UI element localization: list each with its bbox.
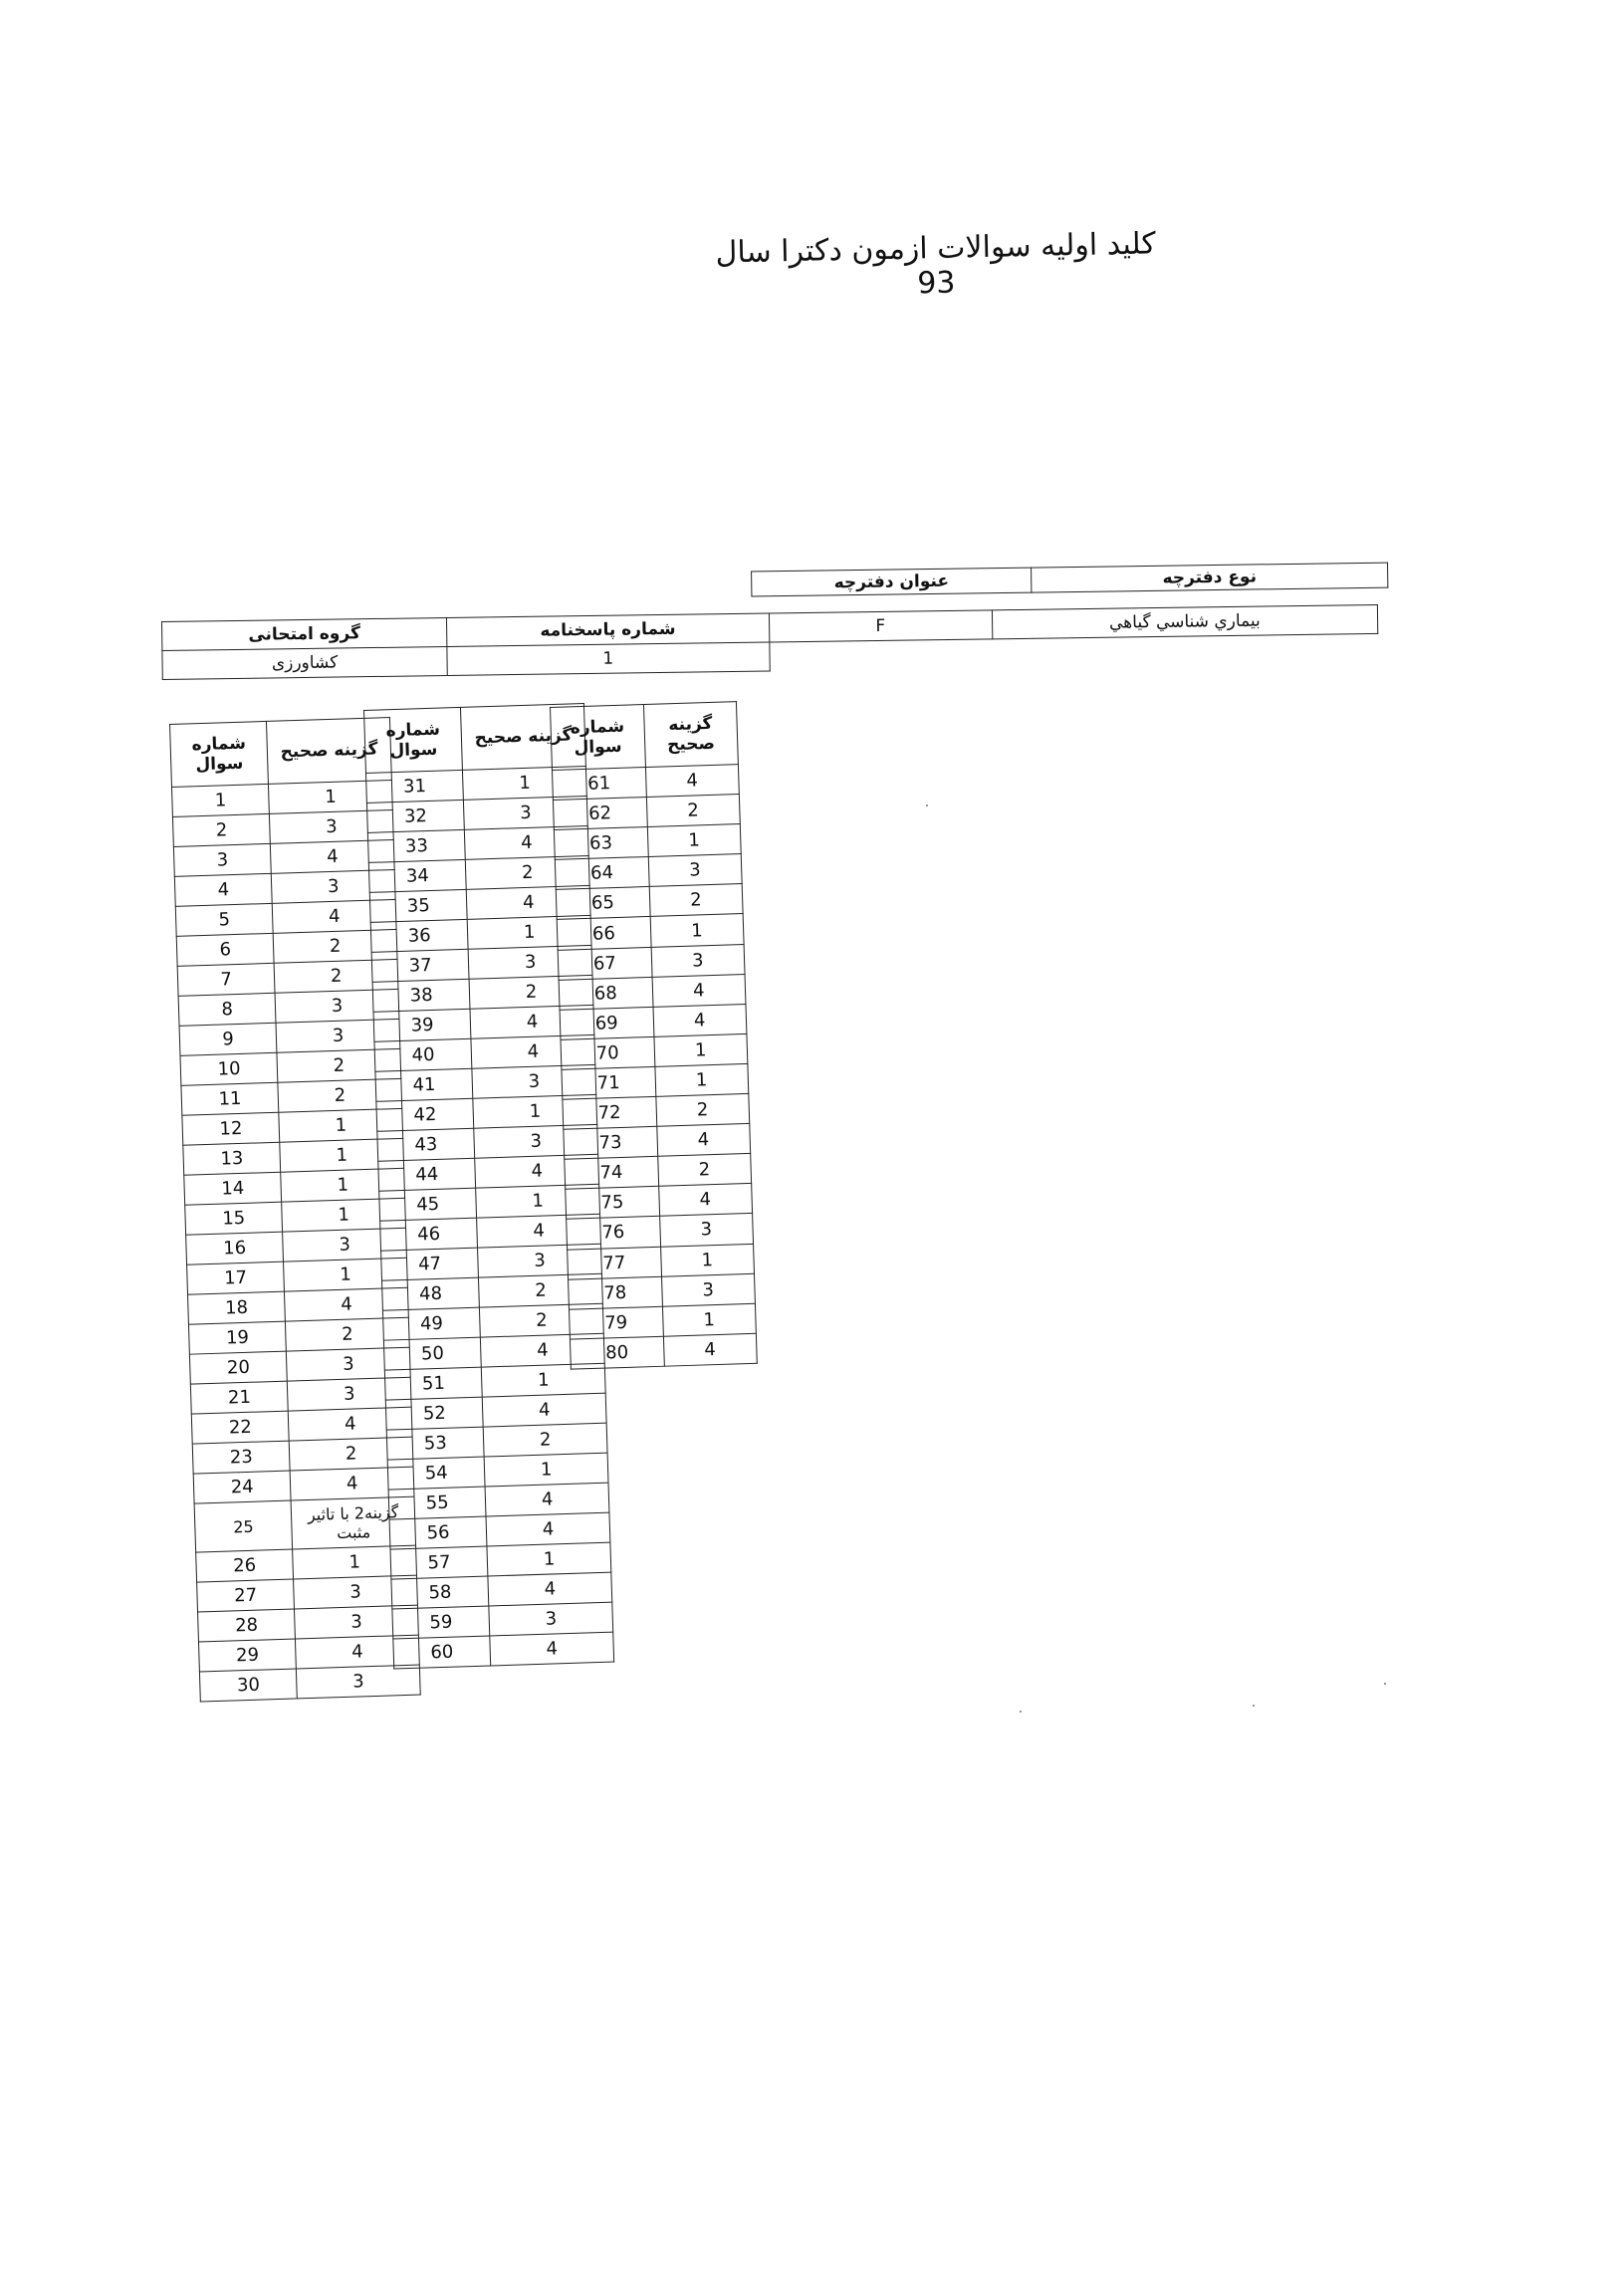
question-number: 21 — [190, 1381, 288, 1414]
question-number: 68 — [559, 977, 652, 1010]
question-number: 52 — [385, 1397, 483, 1430]
question-number: 6 — [176, 933, 274, 966]
question-number: 45 — [379, 1188, 477, 1221]
exam-info-table — [161, 604, 1379, 680]
question-number: 34 — [368, 859, 466, 892]
exam-group-value: کشاورزی — [162, 646, 447, 679]
question-number: 25 — [194, 1500, 293, 1552]
question-number-header: شماره سوال — [170, 721, 269, 787]
question-number: 9 — [179, 1023, 277, 1055]
scan-speck — [1253, 1705, 1255, 1707]
answer-row — [199, 1665, 420, 1702]
question-number: 77 — [568, 1247, 661, 1279]
correct-option: 3 — [661, 1273, 755, 1306]
correct-option: 3 — [489, 1602, 613, 1636]
answer-row — [570, 1333, 757, 1369]
correct-option: 4 — [645, 765, 739, 798]
correct-option: 4 — [653, 1004, 747, 1036]
correct-option: 4 — [288, 1407, 412, 1441]
correct-option: 1 — [269, 781, 393, 814]
question-number: 38 — [372, 979, 470, 1012]
correct-option: 3 — [276, 1019, 400, 1052]
correct-option: 1 — [484, 1453, 608, 1487]
question-number: 58 — [391, 1576, 489, 1609]
correct-option: 4 — [477, 1214, 601, 1248]
correct-option: 1 — [653, 1033, 747, 1066]
answer-row — [194, 1496, 415, 1552]
correct-option: 3 — [297, 1665, 421, 1699]
question-number: 11 — [181, 1082, 279, 1115]
correct-option: 1 — [463, 767, 587, 801]
question-number: 19 — [188, 1321, 286, 1354]
booklet-type-label: نوع دفترچه — [1032, 563, 1388, 592]
correct-option: 3 — [283, 1228, 407, 1262]
correct-option: 3 — [478, 1244, 602, 1277]
question-number: 78 — [569, 1276, 662, 1309]
question-number: 28 — [198, 1609, 296, 1642]
question-number: 56 — [389, 1516, 487, 1549]
correct-option: 2 — [469, 975, 593, 1009]
correct-option: 2 — [646, 795, 740, 827]
correct-option: 4 — [656, 1124, 750, 1157]
answer-key-table-3 — [550, 701, 758, 1369]
question-number: 23 — [192, 1441, 290, 1474]
question-number: 64 — [555, 857, 648, 890]
correct-option: 1 — [284, 1258, 408, 1291]
correct-option: 2 — [480, 1303, 604, 1337]
correct-option: 3 — [468, 945, 592, 979]
correct-option: 4 — [296, 1635, 420, 1669]
correct-option-header: گزینه صحیح — [461, 704, 586, 771]
correct-option: 4 — [488, 1572, 612, 1606]
question-number: 37 — [371, 949, 469, 982]
correct-option: 4 — [486, 1512, 610, 1546]
scan-speck — [1020, 1711, 1022, 1713]
question-number: 24 — [193, 1471, 291, 1503]
correct-option: 2 — [649, 884, 743, 917]
correct-option: 1 — [476, 1184, 600, 1218]
correct-option: 3 — [295, 1605, 419, 1639]
correct-option: 1 — [650, 914, 744, 947]
question-number: 59 — [392, 1606, 490, 1639]
question-number: 74 — [565, 1157, 658, 1190]
question-number: 51 — [384, 1367, 482, 1400]
correct-option: 2 — [274, 959, 398, 993]
question-number: 2 — [172, 813, 270, 846]
question-number: 66 — [557, 917, 650, 950]
answer-sheet-value: 1 — [447, 642, 770, 676]
question-number: 47 — [381, 1248, 479, 1280]
question-number: 44 — [378, 1158, 476, 1191]
correct-option: 1 — [660, 1244, 754, 1276]
answer-sheet-label: شماره پاسخنامه — [446, 613, 769, 647]
question-number: 17 — [187, 1262, 285, 1294]
correct-option: 4 — [285, 1287, 409, 1321]
correct-option: 2 — [273, 929, 397, 963]
exam-group-label: گروه امتحانی — [162, 618, 447, 651]
question-number: 12 — [182, 1112, 280, 1145]
correct-option: 1 — [647, 824, 741, 857]
question-number: 43 — [377, 1128, 475, 1161]
correct-option: 4 — [481, 1333, 605, 1367]
correct-option: 3 — [287, 1347, 411, 1381]
correct-option: 1 — [487, 1542, 611, 1576]
booklet-info-table — [751, 563, 1388, 597]
question-number: 30 — [199, 1669, 297, 1702]
question-number: 60 — [393, 1636, 491, 1669]
correct-option: 4 — [466, 885, 590, 919]
question-number: 18 — [188, 1291, 286, 1324]
question-number: 13 — [183, 1142, 281, 1175]
question-number: 27 — [197, 1579, 295, 1612]
correct-option: 2 — [479, 1273, 603, 1307]
correct-option: 2 — [657, 1154, 751, 1187]
correct-option: 2 — [289, 1437, 413, 1471]
correct-option: 1 — [279, 1108, 403, 1142]
question-number: 35 — [369, 889, 467, 922]
correct-option: 3 — [288, 1377, 412, 1411]
question-number: 57 — [390, 1546, 488, 1579]
correct-option: 1 — [482, 1363, 606, 1397]
correct-option: 4 — [485, 1483, 609, 1516]
correct-option: 3 — [294, 1575, 418, 1609]
question-number: 29 — [198, 1639, 296, 1672]
correct-option: 3 — [464, 796, 588, 829]
question-number-header: شماره سوال — [551, 705, 645, 771]
correct-option: 1 — [293, 1545, 417, 1579]
correct-option-header: گزینه صحیح — [643, 702, 738, 768]
question-number: 26 — [196, 1549, 294, 1582]
correct-option: 4 — [471, 1034, 595, 1068]
correct-option: 3 — [659, 1214, 753, 1247]
question-number: 76 — [567, 1217, 660, 1250]
question-number: 14 — [184, 1172, 282, 1205]
correct-option: 3 — [474, 1124, 598, 1158]
question-number: 67 — [558, 947, 651, 980]
question-number: 48 — [382, 1277, 480, 1310]
question-number: 39 — [373, 1009, 471, 1041]
question-number: 80 — [570, 1336, 663, 1369]
correct-option: 4 — [465, 825, 589, 859]
correct-option: 1 — [654, 1063, 748, 1096]
question-number: 46 — [380, 1218, 478, 1251]
question-number: 7 — [177, 963, 275, 996]
booklet-title-label: عنوان دفترچه — [752, 568, 1032, 596]
question-number: 42 — [376, 1098, 474, 1131]
question-number: 36 — [370, 919, 468, 952]
question-number: 65 — [556, 887, 649, 920]
correct-option: 4 — [271, 839, 395, 873]
question-number: 4 — [174, 873, 272, 906]
correct-option: 4 — [272, 899, 396, 933]
question-number: 5 — [175, 903, 273, 936]
correct-option: 1 — [281, 1168, 405, 1202]
question-number: 41 — [375, 1068, 473, 1101]
question-number: 33 — [367, 829, 465, 862]
question-number: 20 — [189, 1351, 287, 1384]
correct-option: 3 — [272, 869, 396, 903]
correct-option: 4 — [652, 974, 746, 1007]
correct-option: 3 — [651, 944, 745, 977]
question-number: 75 — [566, 1187, 659, 1220]
correct-option: 4 — [663, 1333, 757, 1366]
correct-option: 4 — [482, 1393, 606, 1427]
question-number: 72 — [563, 1096, 656, 1129]
correct-option: 3 — [648, 854, 742, 887]
correct-option: 1 — [473, 1094, 597, 1128]
question-number: 50 — [383, 1337, 481, 1370]
correct-option: 2 — [277, 1048, 401, 1082]
question-number: 32 — [366, 800, 464, 832]
correct-option: 1 — [282, 1198, 406, 1232]
correct-option: 1 — [280, 1138, 404, 1172]
question-number: 53 — [386, 1427, 484, 1460]
correct-option: 4 — [658, 1184, 752, 1217]
question-number: 69 — [560, 1007, 653, 1039]
question-number: 71 — [562, 1066, 655, 1099]
correct-option: 4 — [490, 1632, 614, 1666]
question-number: 22 — [191, 1411, 289, 1444]
correct-option: 4 — [470, 1005, 594, 1038]
question-number: 63 — [554, 827, 647, 860]
correct-option: 1 — [467, 915, 591, 949]
correct-option: 3 — [270, 809, 394, 843]
scan-speck — [1384, 1683, 1386, 1685]
correct-option: 2 — [286, 1317, 410, 1351]
question-number: 31 — [365, 770, 463, 803]
correct-option: 2 — [278, 1078, 402, 1112]
question-number: 49 — [382, 1307, 480, 1340]
page-title: کلید اولیه سوالات ازمون دکترا سال 93 — [715, 226, 1157, 302]
question-number: 3 — [173, 843, 271, 876]
answer-row — [393, 1632, 614, 1669]
question-number: 79 — [570, 1306, 663, 1339]
question-number: 70 — [561, 1036, 654, 1069]
correct-option: 1 — [662, 1303, 756, 1336]
question-number: 40 — [374, 1038, 472, 1071]
correct-option: 2 — [483, 1423, 607, 1457]
question-number: 62 — [553, 798, 646, 830]
question-number: 61 — [552, 768, 645, 801]
question-number: 55 — [388, 1487, 486, 1519]
correct-option: 4 — [290, 1467, 414, 1500]
question-number: 73 — [564, 1126, 657, 1159]
booklet-title-value: بیماري شناسي گیاهي — [992, 604, 1378, 638]
question-number: 8 — [178, 993, 276, 1026]
correct-option: گزینه2 با تاثیر مثبت — [291, 1496, 415, 1549]
question-number: 54 — [387, 1457, 485, 1490]
booklet-type-value: F — [769, 610, 992, 642]
question-number: 10 — [180, 1052, 278, 1085]
correct-option: 2 — [655, 1093, 749, 1126]
question-number: 1 — [171, 784, 269, 816]
correct-option: 3 — [275, 989, 399, 1023]
scan-speck — [926, 804, 928, 806]
correct-option: 4 — [475, 1154, 599, 1188]
question-number-header: شماره سوال — [364, 707, 463, 773]
correct-option-header: گزینه صحیح — [267, 718, 392, 785]
correct-option: 2 — [466, 855, 590, 889]
correct-option: 3 — [472, 1064, 596, 1098]
question-number: 15 — [185, 1202, 283, 1235]
question-number: 16 — [186, 1232, 284, 1264]
